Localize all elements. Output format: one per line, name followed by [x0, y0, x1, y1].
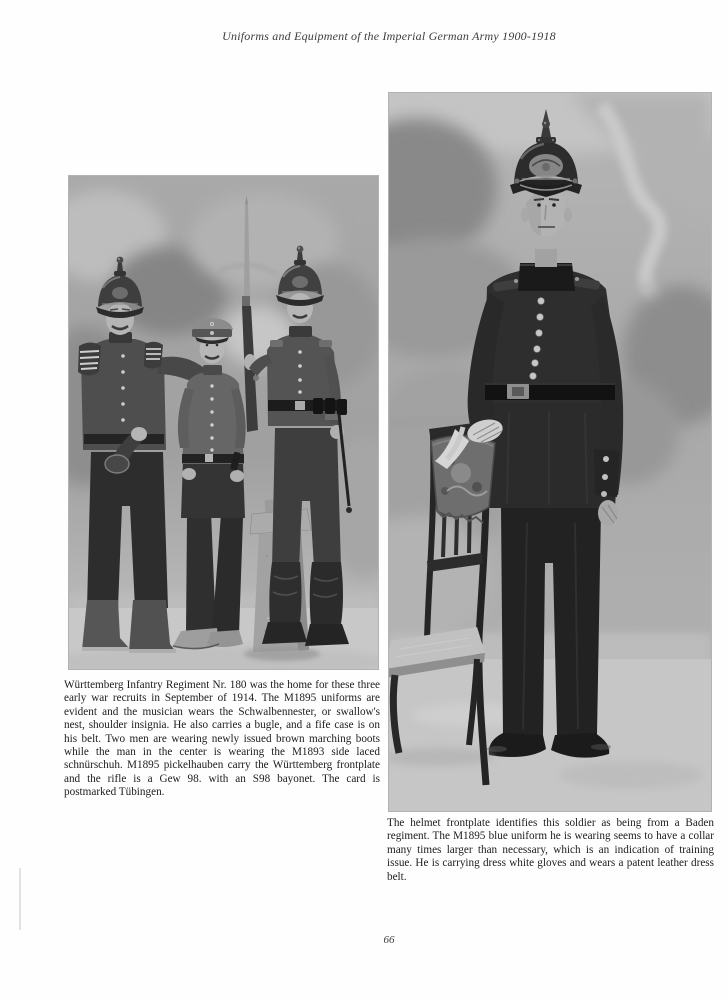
helmet-frontplate — [529, 154, 563, 178]
right-photo-illustration — [389, 93, 711, 811]
dress-belt — [485, 383, 615, 400]
cuff-buttons — [594, 449, 619, 497]
soldier-middle-head — [200, 335, 225, 364]
left-photo-illustration — [69, 176, 378, 669]
right-photo-caption: The helmet frontplate identifies this soldier as being from a Baden regiment. The M1895 blue uniform he is wearing seems to have a collar many times larger than necessary, which is an indication of training issue. He is carrying dress white gloves and wears a patent leather dress belt. — [387, 817, 714, 883]
soldier-right-head — [287, 293, 313, 323]
laced-shoes — [173, 628, 243, 649]
running-header: Uniforms and Equipment of the Imperial German Army 1900-1918 — [222, 29, 556, 43]
scan-artifact — [19, 868, 21, 930]
page-number: 66 — [383, 934, 395, 946]
left-photo-caption: Württemberg Infantry Regiment Nr. 180 was the home for these three early war recruits in September of 1914. The M1895 uniforms are evident and the musician wears the Schwalbennester, or swallow's nest, shoulder insignia. He also carries a bugle, and a fife case is on his belt. Two men are wearing newly issued brown marching boots while the man in the center is wearing the M1893 side laced schnürschuh. M1895 pickelhauben carry the Württemberg frontplate and the rifle is a Gew 98. with an S98 bayonet. The card is postmarked Tübingen. — [64, 679, 380, 799]
left-photo — [68, 175, 379, 670]
right-photo — [388, 92, 712, 812]
soldier-left-head — [106, 303, 134, 335]
